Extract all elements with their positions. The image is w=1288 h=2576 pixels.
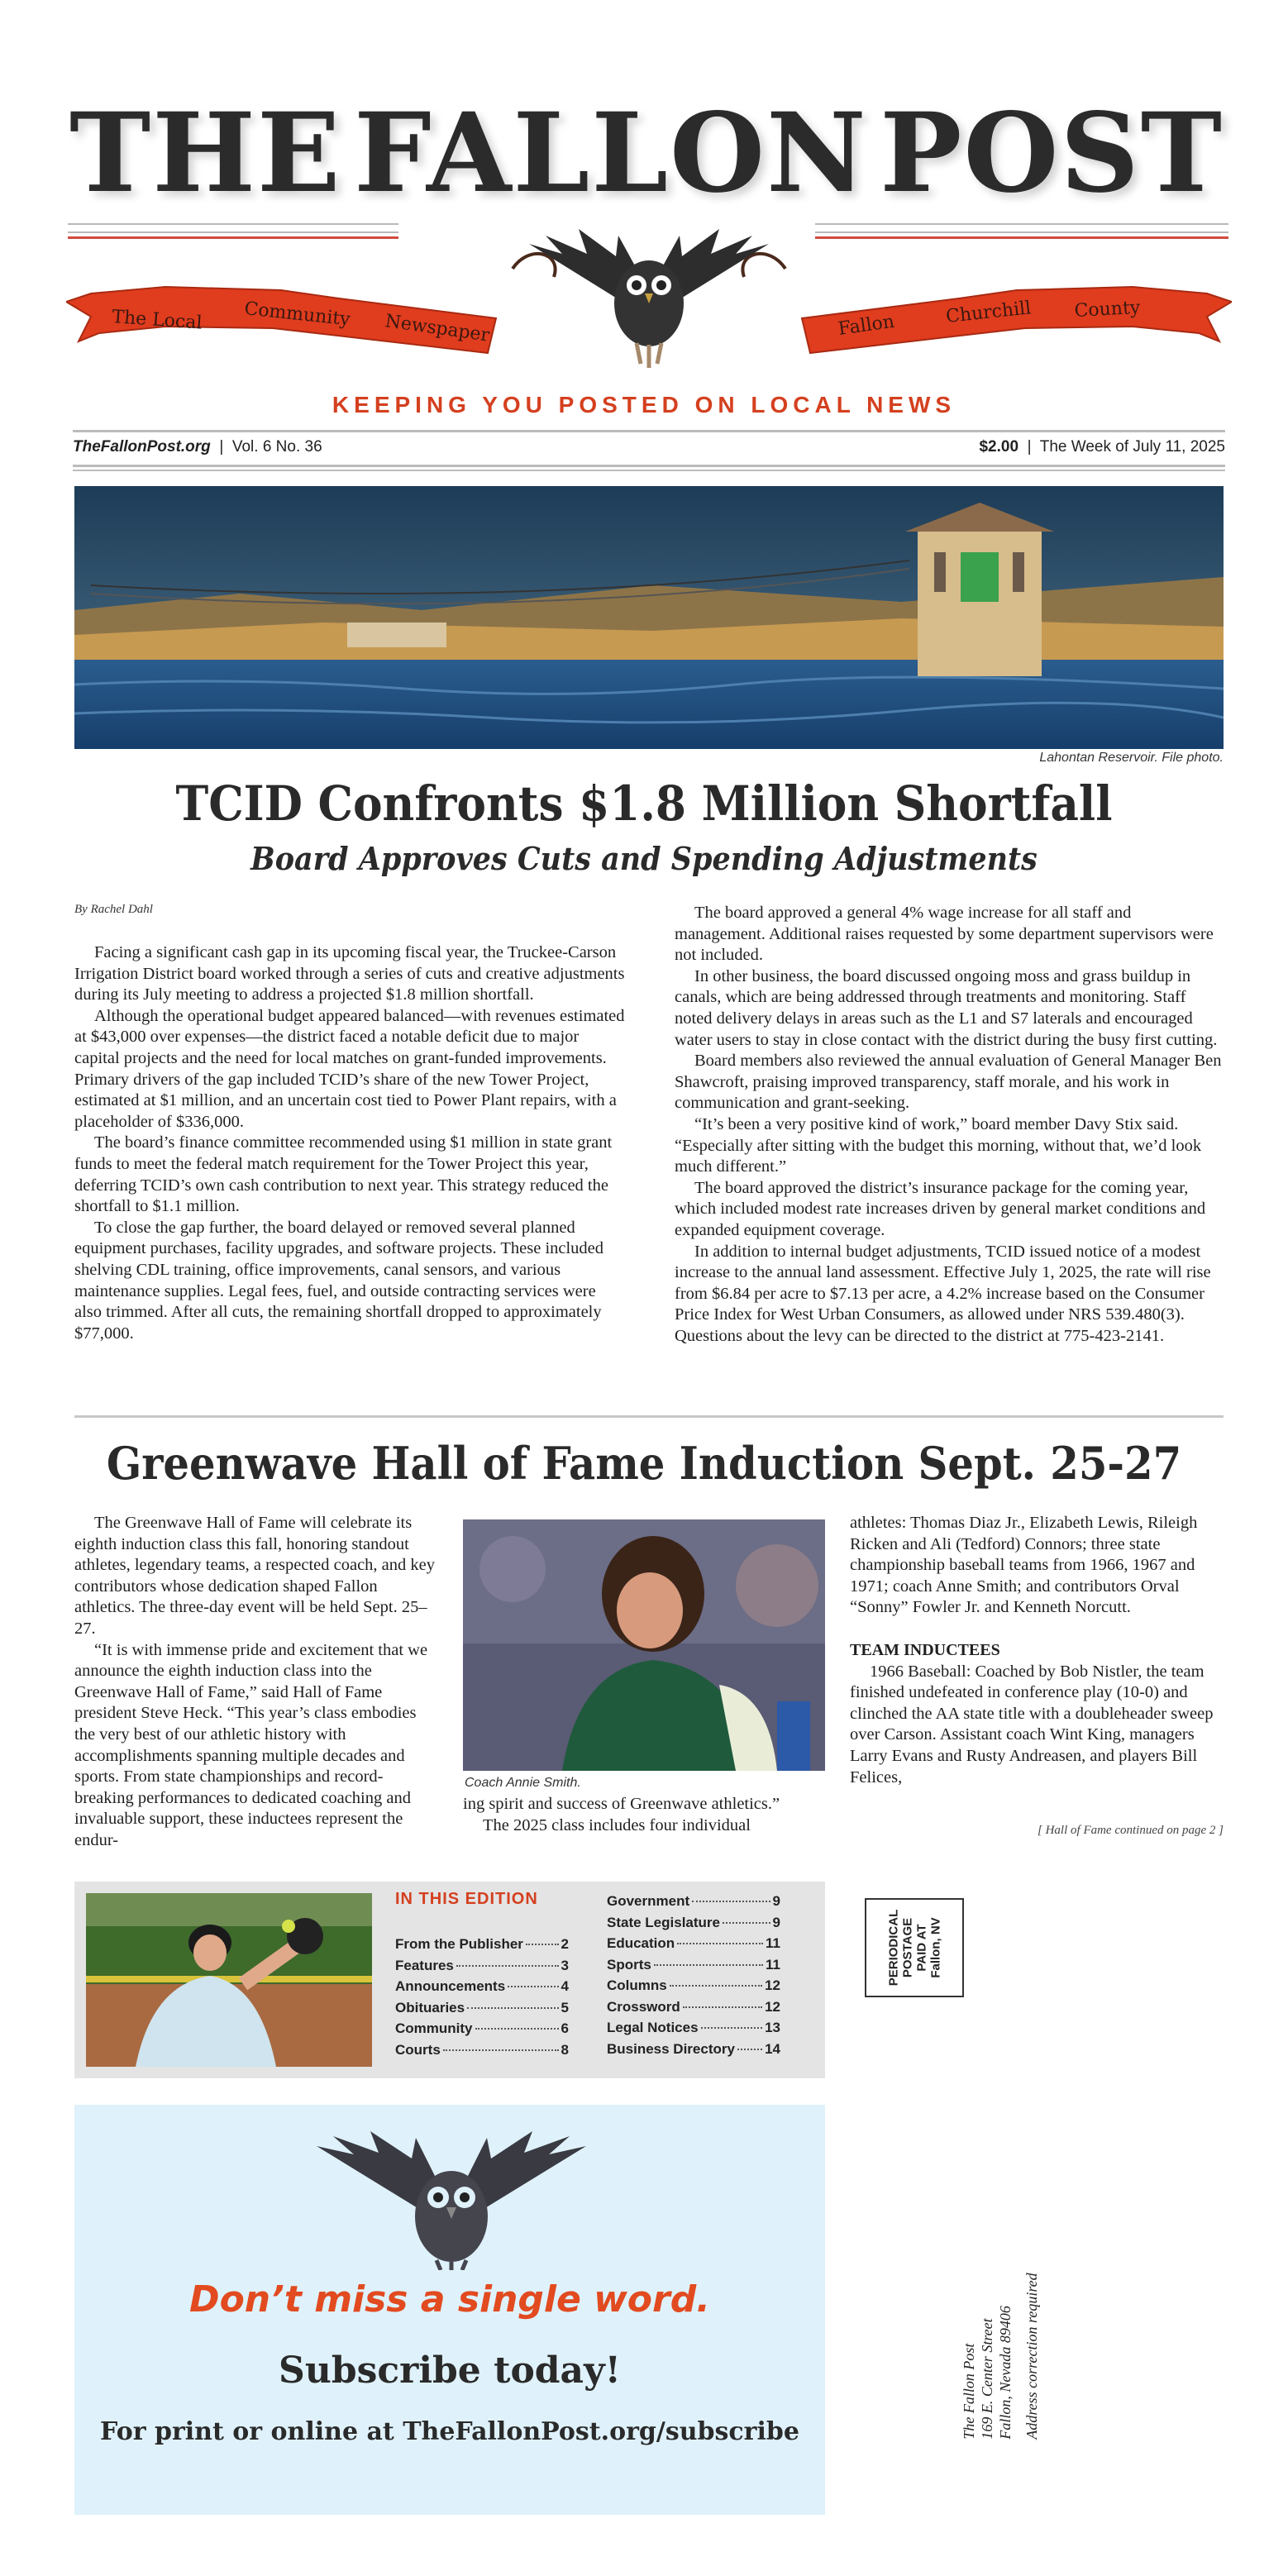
tagline: KEEPING YOU POSTED ON LOCAL NEWS [332, 392, 956, 417]
issue-left [73, 438, 322, 456]
subscribe-tagline: Don’t miss a single word. [189, 2278, 710, 2321]
paragraph: Although the operational budget appeared balanced—with revenues estimated at $43,000 over expenses—the district faced a notable deficit due to major capital projects and the need for local matches on grant-funded improvements. Primary drivers of the gap included TCID’s share of the new Tower Project, estimated at $1 million, and an uncertain cost tied to Power Plant repairs, with a placeholder of $336,000. [74, 1006, 625, 1131]
mailing-city: Fallon, Nevada 89406 [997, 2306, 1014, 2440]
issue-rule-top [73, 430, 1225, 432]
paragraph: The board approved the district’s insurance package for the coming year, which included modest rate increases driven by general market conditions and expanded equipment coverage. [675, 1178, 1206, 1239]
in-this-edition-title: IN THIS EDITION [395, 1890, 538, 1908]
postage-line: Fallon, NV [928, 1917, 942, 1978]
toc-item[interactable]: Community 6 [395, 2020, 569, 2036]
toc-right [607, 1893, 780, 2062]
lead-subheadline: Board Approves Cuts and Spending Adjustments [250, 840, 1038, 877]
paragraph: The Greenwave Hall of Fame will celebrate its eighth induction class this fall, honoring standout athletes, legendary teams, a respected coach, and key contributors whose dedication shaped Fallon athletics. The three-day event will be held Sept. 25–27. [74, 1514, 435, 1638]
site-link[interactable]: TheFallonPost.org [73, 438, 211, 456]
postage-line: POSTAGE [899, 1917, 914, 1978]
subscribe-link[interactable]: For print or online at TheFallonPost.org/subscribe [100, 2417, 799, 2446]
masthead-word: THE [69, 88, 342, 217]
masthead-word: POST [880, 88, 1224, 217]
toc-item[interactable]: Courts 8 [395, 2041, 569, 2058]
toc-item[interactable]: Government 9 [607, 1893, 780, 1909]
toc-item[interactable]: From the Publisher 2 [395, 1936, 569, 1952]
in-this-edition-box [74, 1882, 825, 2078]
paragraph: In other business, the board discussed ongoing moss and grass buildup in canals, which are being addressed through treatments and monitoring. Staff noted delivery delays in areas such as the L1 and S7 laterals and encouraged water users to stay in close contact with the district during the busy first cutting. [675, 966, 1218, 1049]
postage-line: PERIODICAL [885, 1909, 900, 1987]
mailing-name: The Fallon Post [961, 2343, 977, 2440]
owl-icon [312, 2130, 590, 2270]
coach-photo [463, 1519, 825, 1771]
softball-photo [86, 1893, 372, 2067]
jump-line[interactable]: [ Hall of Fame continued on page 2 ] [1038, 1824, 1224, 1837]
toc-item[interactable]: Announcements 4 [395, 1978, 569, 1994]
issue-line [73, 438, 1225, 456]
paragraph: To close the gap further, the board delayed or removed several planned equipment purchases, facility upgrades, and software projects. These included shelving CDL training, office improvements, canal sensors, and various maintenance supplies. Legal fees, fuel, and outside contracting services were also trimmed. After all cuts, the remaining shortfall dropped to approximately $77,000. [74, 1218, 604, 1343]
paragraph: The board’s finance committee recommended using $1 million in state grant funds to meet the federal match requirement for the Tower Project this year, deferring TCID’s own cash contribution to next year. This strategy reduced the shortfall to $1.1 million. [74, 1133, 613, 1216]
toc-item[interactable]: Features 3 [395, 1957, 569, 1973]
second-headline: Greenwave Hall of Fame Induction Sept. 25-27 [106, 1437, 1182, 1490]
mailing-street: 169 E. Center Street [979, 2318, 995, 2440]
paragraph: In addition to internal budget adjustments, TCID issued notice of a modest increase to the annual land assessment. Effective July 1, 2025, the rate will rise from $6.84 per acre to $7.13 per acre, a 4.2% increase based on the Consumer Price Index for West Urban Consumers, as allowed under NRS 539.480(3). Questions about the levy can be directed to the district at 775-423-2141. [675, 1242, 1211, 1345]
issue-date: The Week of July 11, 2025 [1039, 438, 1225, 456]
lead-headline: TCID Confronts $1.8 Million Shortfall [175, 775, 1113, 832]
toc-item[interactable]: Business Directory 14 [607, 2040, 780, 2057]
masthead-word: FALLON [354, 88, 868, 217]
hof-column-middle [463, 1794, 825, 1836]
toc-left [395, 1936, 569, 2063]
toc-item[interactable]: Education 11 [607, 1935, 780, 1951]
toc-item[interactable]: Crossword 12 [607, 1998, 780, 2015]
separator: | [1027, 438, 1032, 456]
ribbon-word: Community [243, 298, 351, 331]
byline: By Rachel Dahl [74, 903, 153, 916]
paragraph: ing spirit and success of Greenwave athletics.” [463, 1795, 780, 1813]
separator: | [219, 438, 224, 456]
coach-photo-caption: Coach Annie Smith. [465, 1776, 581, 1790]
ribbon-word: County [1074, 297, 1141, 322]
toc-item[interactable]: State Legislature 9 [607, 1914, 780, 1930]
owl-banner [66, 211, 1232, 376]
issue-rule-bottom-2 [73, 470, 1225, 471]
address-correction: Address correction required [1023, 2273, 1040, 2440]
toc-item[interactable]: Columns 12 [607, 1977, 780, 1993]
paragraph: 1966 Baseball: Coached by Bob Nistler, the team finished undefeated in conference play (10-0) and clinched the AA state title with a doubleheader sweep over Carson. Assistant coach Wint King, managers Larry Evans and Rusty Andreasen, and players Bill Felices, [850, 1662, 1214, 1787]
subscribe-heading: Subscribe today! [279, 2349, 621, 2392]
paragraph: Facing a significant cash gap in its upcoming fiscal year, the Truckee-Carson Irrigation District board worked through a series of cuts and creative adjustments during its July meeting to address a projected $1.8 million shortfall. [74, 943, 625, 1004]
postage-line: PAID AT [914, 1924, 928, 1972]
ribbon-word: Churchill [945, 298, 1033, 327]
section-divider [74, 1415, 1224, 1418]
paragraph: The board approved a general 4% wage increase for all staff and management. Additional raises requested by some department supervisors were not included. [675, 904, 1214, 965]
paragraph: Board members also reviewed the annual evaluation of General Manager Ben Shawcroft, praising improved transparency, staff morale, and his work in communication and grant-seeking. [675, 1052, 1222, 1113]
issue-right [979, 438, 1225, 456]
team-inductees-subhead: TEAM INDUCTEES [850, 1640, 1000, 1659]
photo-credit: Lahontan Reservoir. File photo. [1039, 751, 1224, 765]
toc-item[interactable]: Legal Notices 13 [607, 2020, 780, 2035]
ribbon-word: Fallon [837, 311, 896, 340]
paragraph: athletes: Thomas Diaz Jr., Elizabeth Lewis, Rileigh Ricken and Ali (Tedford) Connors; three state championship baseball teams from 1966, 1967 and 1971; coach Anne Smith; and contributors Orval “Sonny” Fowler Jr. and Kenneth Norcutt. [850, 1514, 1198, 1617]
ribbon-word: The Local [111, 307, 203, 334]
mailing-address-block [843, 2199, 1157, 2513]
lead-story-column-right [675, 903, 1224, 1347]
postage-indicia [865, 1898, 964, 1997]
hof-column-left [74, 1513, 438, 1852]
toc-item[interactable]: Sports 11 [607, 1956, 780, 1973]
issue-rule-bottom [73, 465, 1225, 467]
ribbon-word: Newspaper [384, 311, 491, 346]
lead-story-column-left [74, 942, 625, 1344]
toc-item[interactable]: Obituaries 5 [395, 1999, 569, 2015]
owl-icon [529, 229, 769, 368]
paragraph: The 2025 class includes four individual [483, 1815, 751, 1834]
price: $2.00 [979, 438, 1019, 456]
volume-number: Vol. 6 No. 36 [231, 438, 322, 456]
subscribe-ad[interactable] [74, 2105, 825, 2515]
paragraph: “It’s been a very positive kind of work,” board member Davy Stix said. “Especially after sitting with the budget this morning, without that, we’d look much different.” [675, 1114, 1202, 1176]
hof-column-right [850, 1513, 1224, 1788]
masthead-title [69, 83, 1224, 223]
lead-photo-reservoir [74, 486, 1224, 749]
paragraph: “It is with immense pride and excitement that we announce the eighth induction class into the Greenwave Hall of Fame,” said Hall of Fame president Steve Heck. “This year’s class embodies the very best of our athletic history with accomplishments spanning multiple decades and sports. From state championships and record-breaking performances to dedicated coaching and invaluable support, these inductees represent the endur- [74, 1640, 428, 1849]
